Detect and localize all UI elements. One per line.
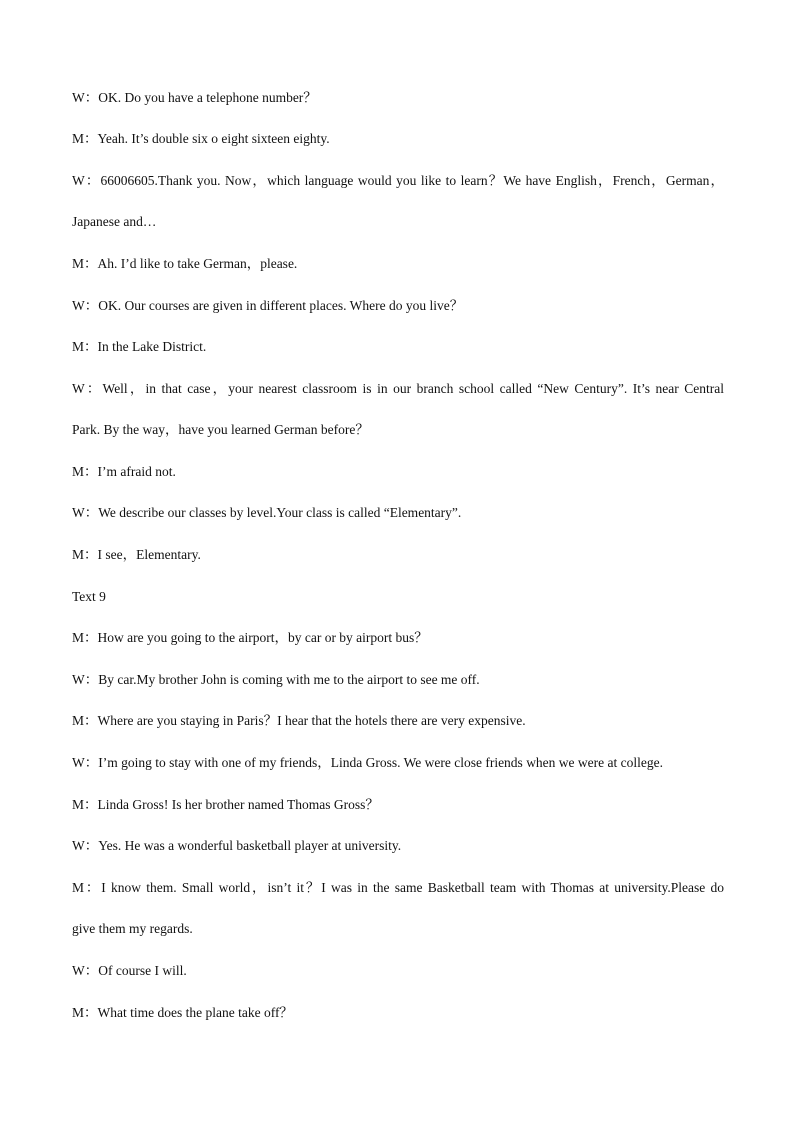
dialogue-line: M：In the Lake District. — [72, 339, 207, 354]
dialogue-line: Park. By the way，have you learned German before？ — [72, 422, 369, 437]
dialogue-line: M：Where are you staying in Paris？I hear that the hotels there are very expensive. — [72, 713, 526, 728]
dialogue-line: W：OK. Our courses are given in different places. Where do you live？ — [72, 298, 464, 313]
dialogue-line: M：I’m afraid not. — [72, 464, 176, 479]
dialogue-line: W：I’m going to stay with one of my friends，Linda Gross. We were close friends when we were at college. — [72, 755, 663, 770]
dialogue-line: W：Of course I will. — [72, 963, 187, 978]
dialogue-line: W：We describe our classes by level.Your class is called “Elementary”. — [72, 505, 462, 520]
dialogue-line: M：Linda Gross! Is her brother named Thomas Gross？ — [72, 797, 379, 812]
dialogue-line: give them my regards. — [72, 921, 193, 936]
dialogue-line: W：Well，in that case，your nearest classroom is in our branch school called “New Century”. It’s near Central — [72, 381, 724, 396]
dialogue-line: M：Yeah. It’s double six o eight sixteen eighty. — [72, 131, 330, 146]
section-heading: Text 9 — [72, 589, 106, 604]
dialogue-line: M：How are you going to the airport，by car or by airport bus？ — [72, 630, 428, 645]
dialogue-line: W：Yes. He was a wonderful basketball player at university. — [72, 838, 402, 853]
dialogue-line: M：I see，Elementary. — [72, 547, 201, 562]
dialogue-line: Japanese and… — [72, 214, 157, 229]
dialogue-line: M：I know them. Small world，isn’t it？I was in the same Basketball team with Thomas at university.Please do — [72, 880, 724, 895]
dialogue-line: W：By car.My brother John is coming with me to the airport to see me off. — [72, 672, 480, 687]
dialogue-line: M：Ah. I’d like to take German，please. — [72, 256, 298, 271]
dialogue-line: W：OK. Do you have a telephone number？ — [72, 90, 317, 105]
dialogue-line: W：66006605.Thank you. Now，which language would you like to learn？We have English，French，German， — [72, 173, 724, 188]
dialogue-line: M：What time does the plane take off？ — [72, 1005, 293, 1020]
